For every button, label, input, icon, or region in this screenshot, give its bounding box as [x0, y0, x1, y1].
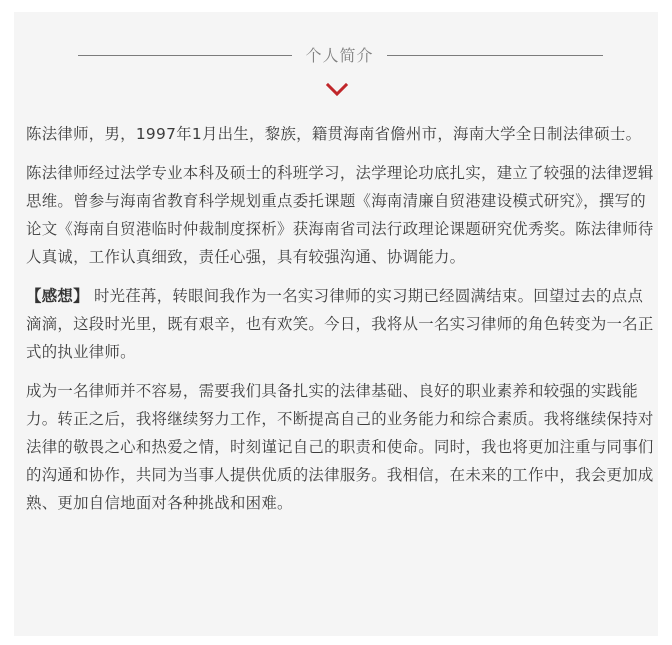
header-divider-left — [78, 55, 292, 56]
section-title: 个人简介 — [305, 46, 374, 65]
paragraph-education-experience: 陈法律师经过法学专业本科及硕士的科班学习，法学理论功底扎实，建立了较强的法律逻辑思维。曾参与海南省教育科学规划重点委托课题《海南清廉自贸港建设模式研究》，撰写的论文《海南自贸港临时仲裁制度探析》获海南省司法行政理论课题研究优秀奖。陈法律师待人真诚，工作认真细致，责任心强，具有较强沟通、协调能力。 — [26, 164, 654, 266]
profile-card — [14, 12, 658, 636]
paragraph-reflection — [26, 282, 654, 366]
section-header — [14, 12, 658, 112]
reflection-text: 时光荏苒，转眼间我作为一名实习律师的实习期已经圆满结束。回望过去的点点滴滴，这段时光里，既有艰辛，也有欢笑。今日，我将从一名实习律师的角色转变为一名正式的执业律师。 — [26, 287, 654, 361]
paragraph-basic-info: 陈法律师，男，1997年1月出生，黎族，籍贯海南省儋州市，海南大学全日制法律硕士。 — [26, 125, 642, 143]
reflection-label: 【感想】 — [26, 287, 89, 305]
header-divider-right — [387, 55, 603, 56]
profile-content — [26, 120, 654, 528]
chevron-down-icon — [325, 82, 349, 98]
paragraph-future-goals: 成为一名律师并不容易，需要我们具备扎实的法律基础、良好的职业素养和较强的实践能力。转正之后，我将继续努力工作，不断提高自己的业务能力和综合素质。我将继续保持对法律的敬畏之心和热爱之情，时刻谨记自己的职责和使命。同时，我也将更加注重与同事们的沟通和协作，共同为当事人提供优质的法律服务。我相信，在未来的工作中，我会更加成熟、更加自信地面对各种挑战和困难。 — [26, 382, 654, 512]
